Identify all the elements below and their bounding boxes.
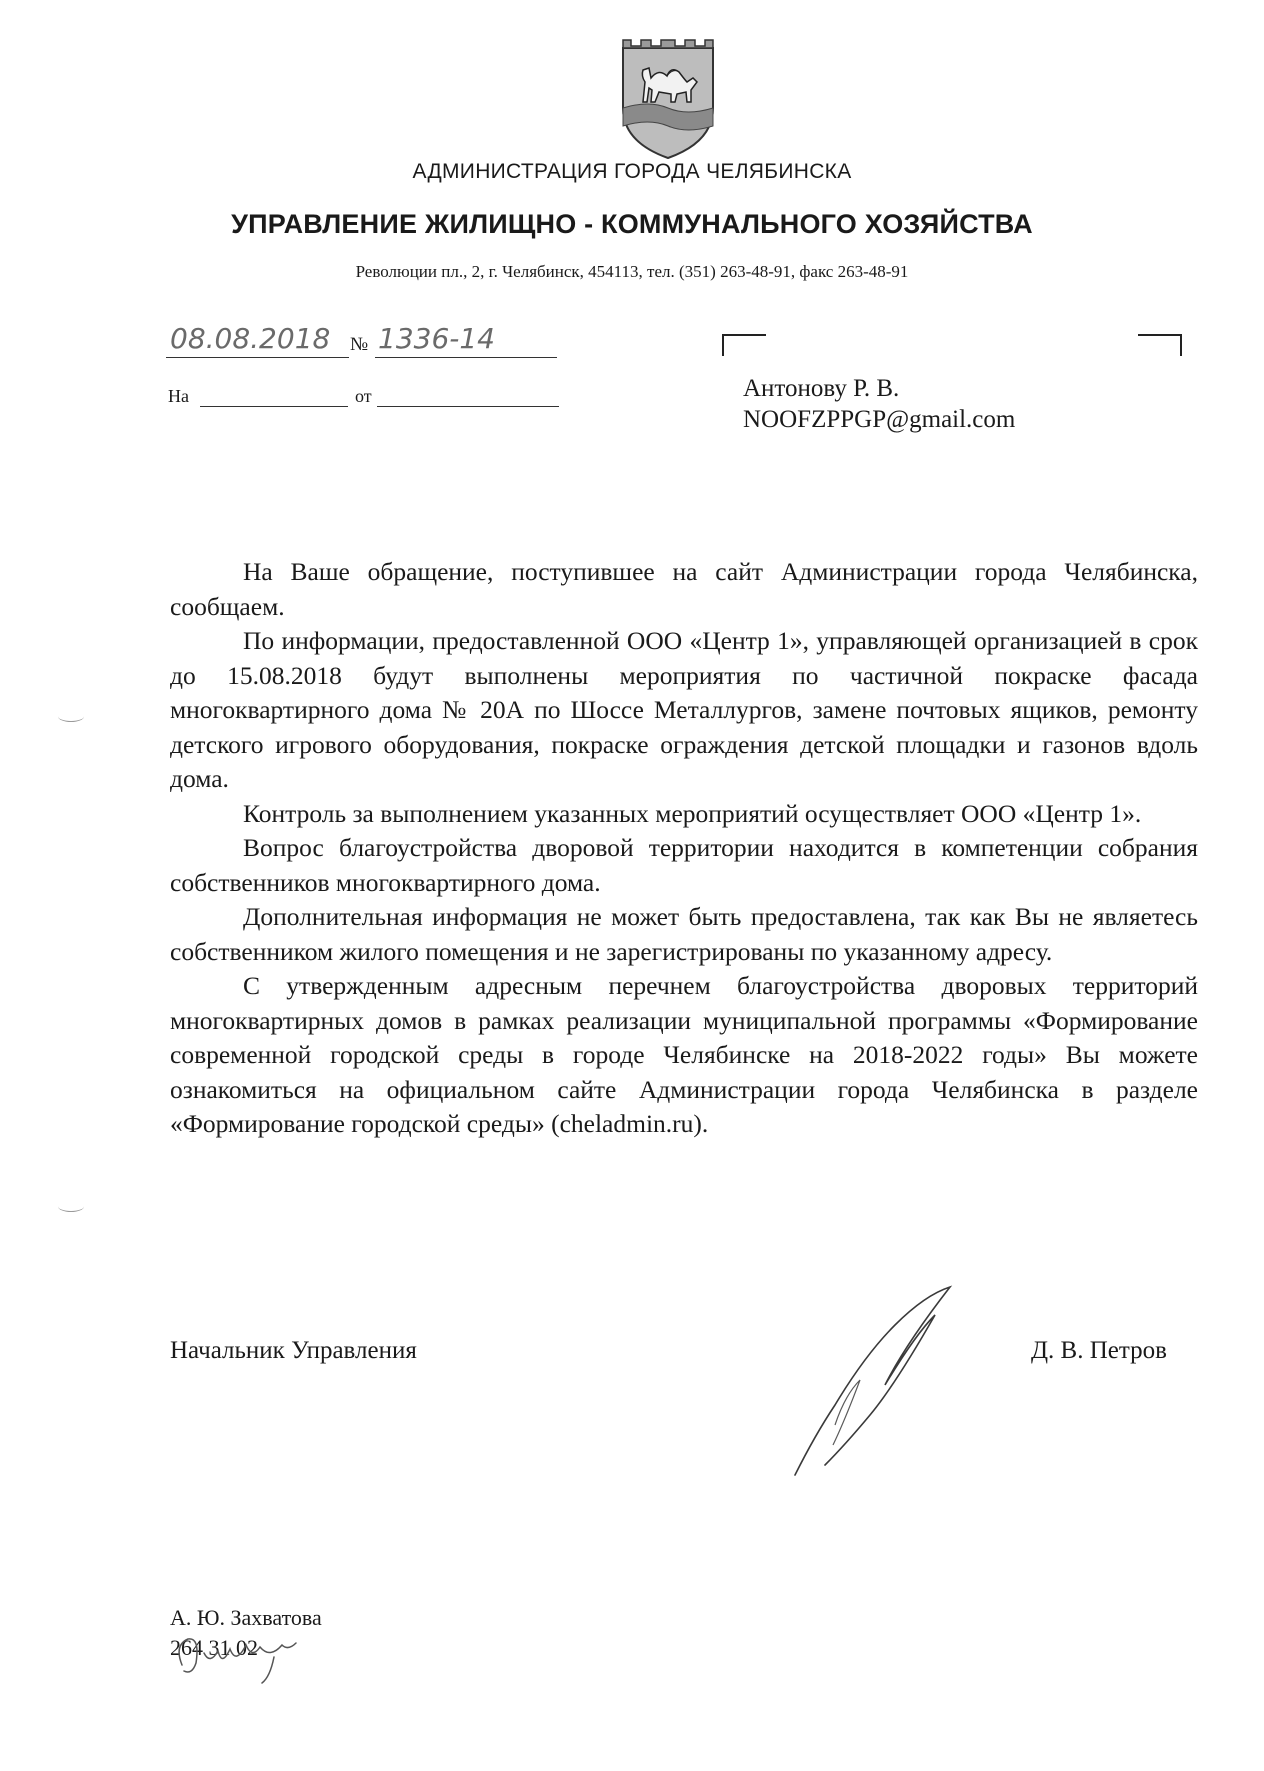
date-underline xyxy=(166,357,349,358)
recipient-name: Антонову Р. В. xyxy=(743,375,900,402)
department-address: Революции пл., 2, г. Челябинск, 454113, тел. (351) 263-48-91, факс 263-48-91 xyxy=(355,262,909,281)
reference-na-label: На xyxy=(168,386,189,406)
number-underline xyxy=(375,357,557,358)
document-number: 1336-14 xyxy=(378,322,495,355)
executor-phone: 264 31 02 xyxy=(170,1635,258,1660)
executor-initials-scribble xyxy=(170,1615,330,1685)
administration-title: АДМИНИСТРАЦИЯ ГОРОДА ЧЕЛЯБИНСКА xyxy=(412,160,852,183)
punch-hole-mark xyxy=(58,1201,84,1212)
number-sign: № xyxy=(350,334,369,355)
address-corner-right xyxy=(1138,334,1182,356)
body-paragraph: По информации, предоставленной ООО «Центр 1», управляющей организацией в срок до 15.08.2018 будут выполнены мероприятия по частичной покраске фасада многоквартирного дома № 20А по Шоссе Металлургов, замене почтовых ящиков, ремонту детского игрового оборудования, покраске ограждения детской площадки и газонов вдоль дома. xyxy=(170,626,1198,793)
recipient-email: NOOFZPPGP@gmail.com xyxy=(743,406,1016,433)
body-paragraph: На Ваше обращение, поступившее на сайт Администрации города Челябинска, сообщаем. xyxy=(170,557,1198,621)
reference-ot-label: от xyxy=(355,386,372,406)
body-paragraph: Контроль за выполнением указанных мероприятий осуществляет ООО «Центр 1». xyxy=(243,798,1142,828)
executor-name: А. Ю. Захватова xyxy=(170,1605,322,1630)
signer-position: Начальник Управления xyxy=(170,1337,417,1364)
body-paragraph: Дополнительная информация не может быть предоставлена, так как Вы не являетесь собственником жилого помещения и не зарегистрированы по указанному адресу. xyxy=(170,902,1198,966)
department-title: УПРАВЛЕНИЕ ЖИЛИЩНО - КОММУНАЛЬНОГО ХОЗЯЙСТВА xyxy=(231,209,1033,239)
address-corner-left xyxy=(722,334,766,356)
body-paragraph: С утвержденным адресным перечнем благоустройства дворовых территорий многоквартирных домов в рамках реализации муниципальной программы «Формирование современной городской среды в городе Челябинске на 2018-2022 годы» Вы можете ознакомиться на официальном сайте Администрации города Челябинска в разделе «Формирование городской среды» (cheladmin.ru). xyxy=(170,971,1198,1138)
reference-ot-blank xyxy=(377,406,559,407)
body-paragraph: Вопрос благоустройства дворовой территории находится в компетенции собрания собственников многоквартирного дома. xyxy=(170,833,1198,897)
document-date: 08.08.2018 xyxy=(170,322,331,355)
handwritten-signature xyxy=(775,1285,975,1485)
signer-name: Д. В. Петров xyxy=(1031,1337,1167,1364)
coat-of-arms-emblem xyxy=(619,38,717,162)
letter-body xyxy=(170,555,1198,1142)
punch-hole-mark xyxy=(58,711,84,722)
reference-na-blank xyxy=(200,406,348,407)
